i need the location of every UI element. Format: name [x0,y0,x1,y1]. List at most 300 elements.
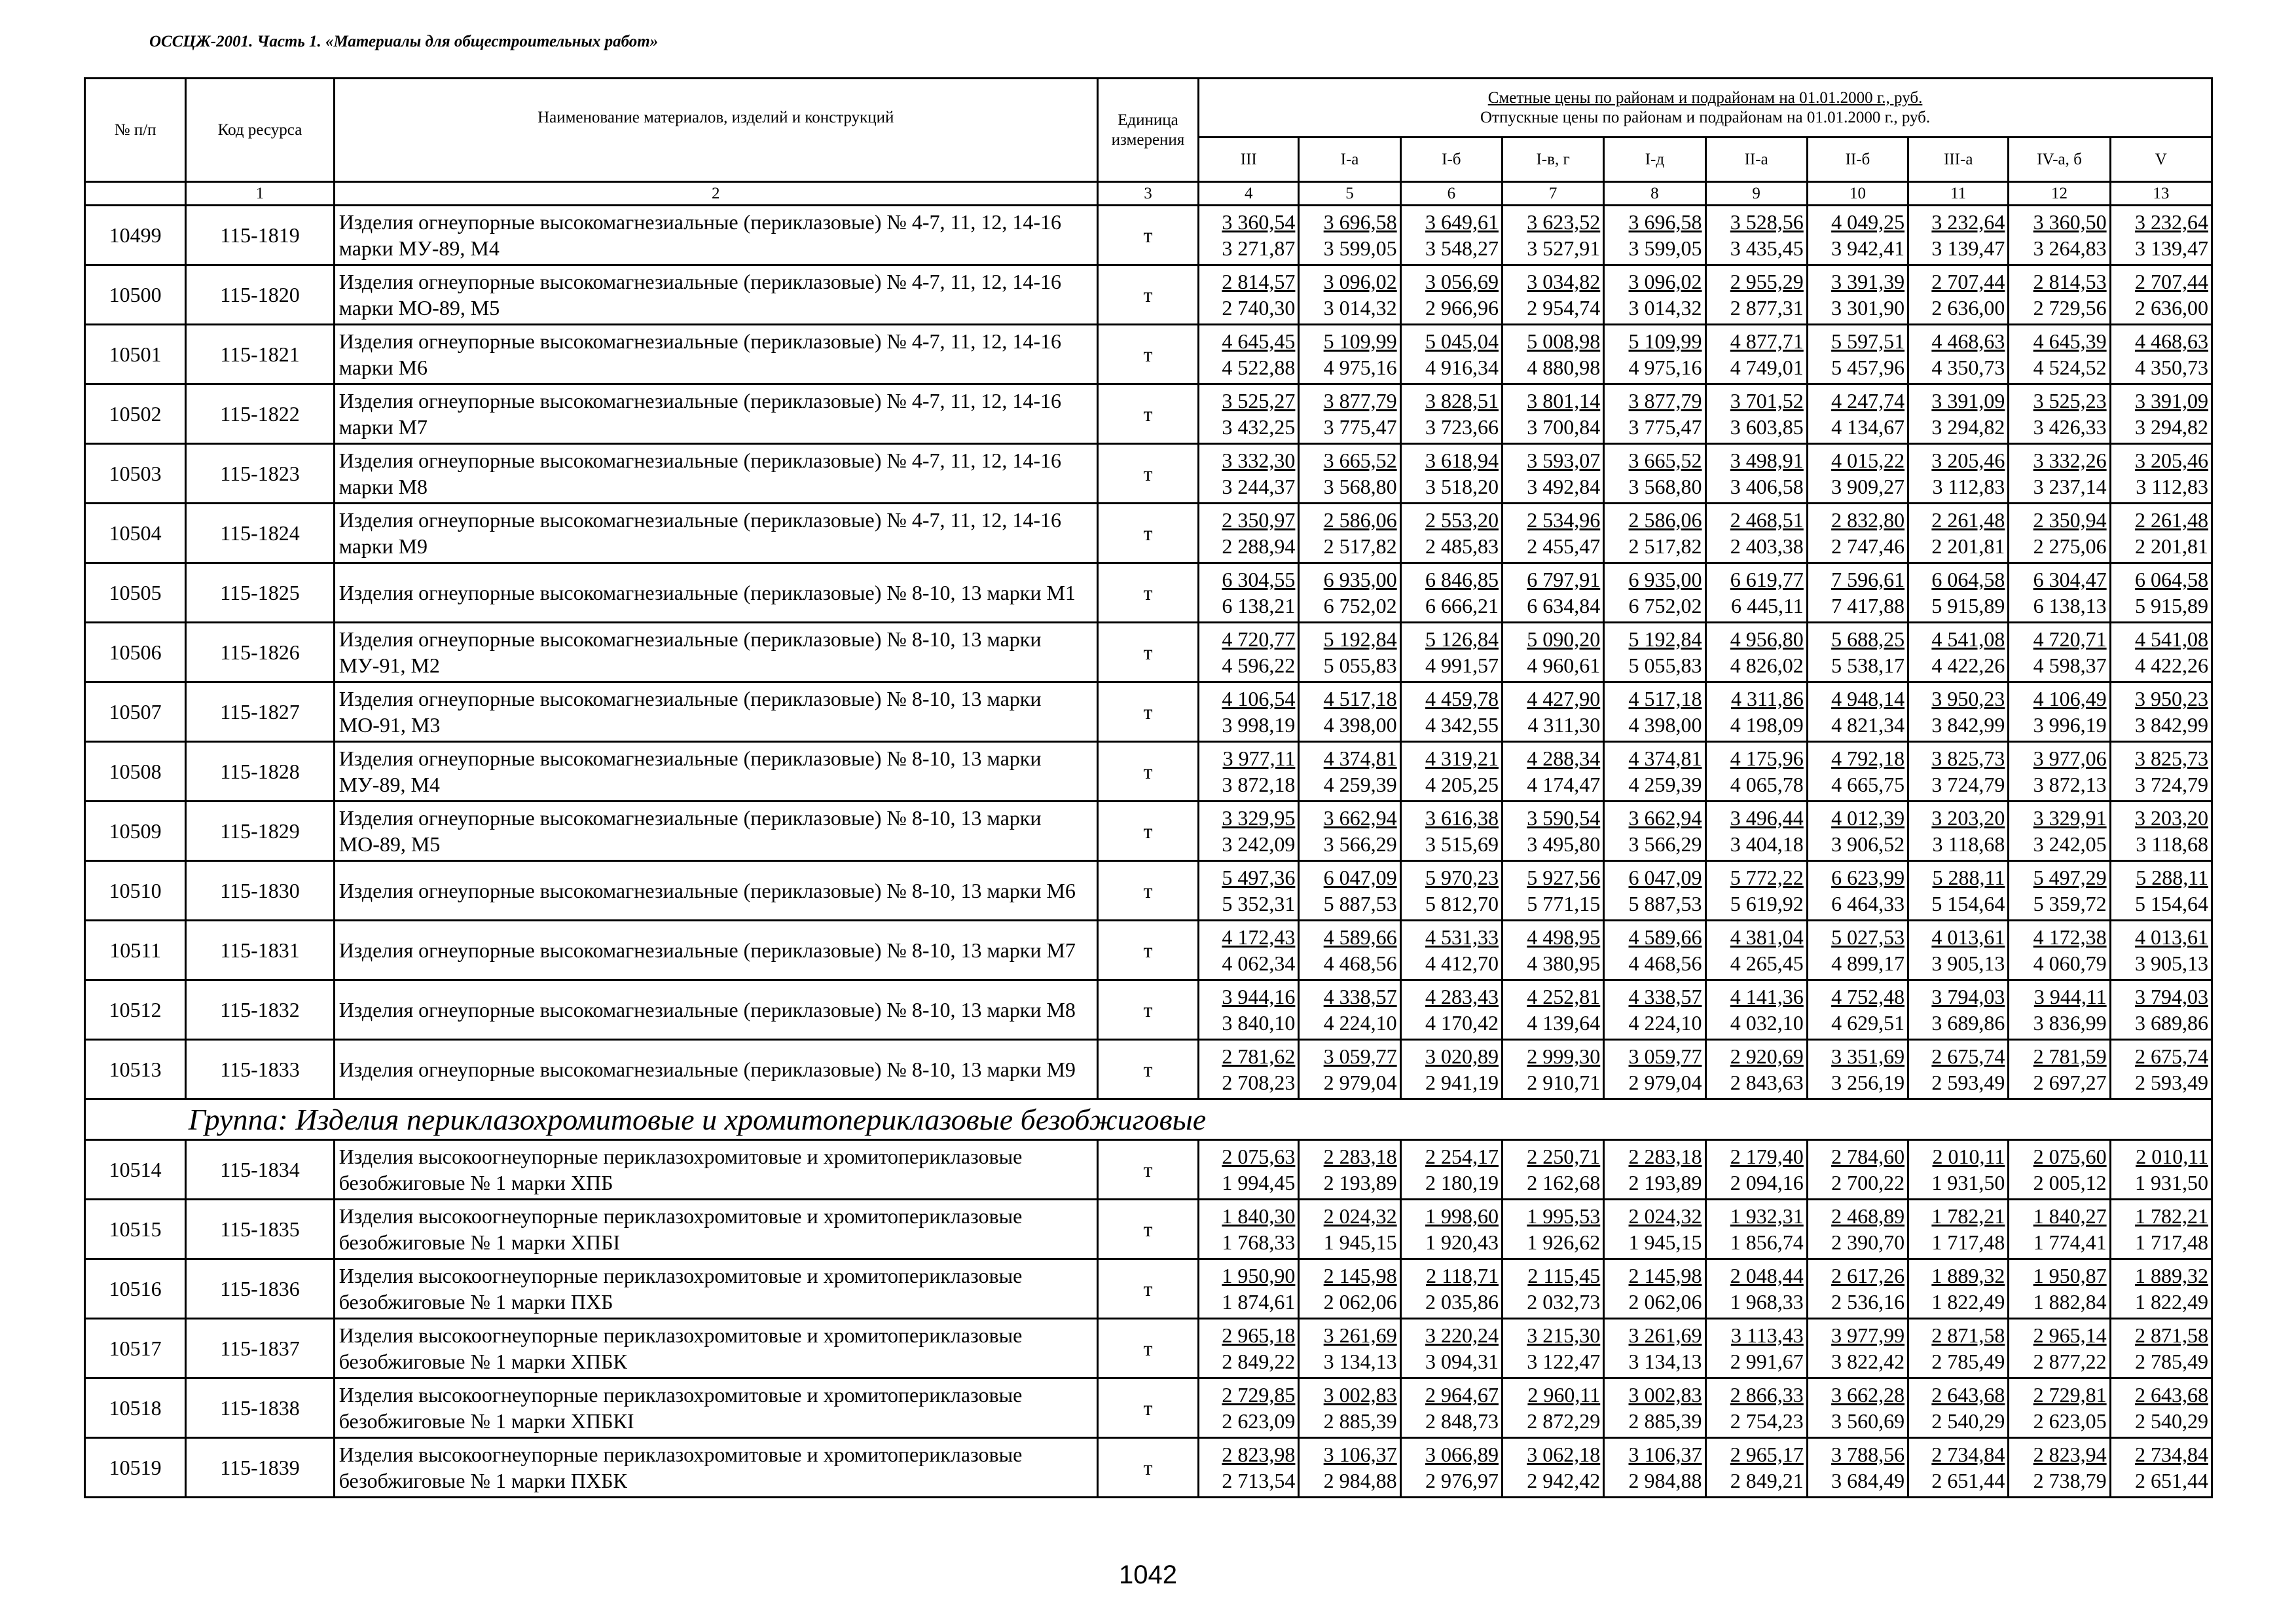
release-price: 3 118,68 [2136,832,2208,856]
release-price: 4 821,34 [1831,713,1905,737]
estimate-price: 5 045,04 [1425,329,1499,353]
release-price: 2 623,09 [1222,1409,1296,1433]
price-cell [1807,325,1908,384]
release-price: 1 874,61 [1222,1290,1296,1314]
release-price: 4 522,88 [1222,356,1296,379]
price-cell [1908,206,2009,265]
row-number: 10515 [85,1200,186,1259]
estimate-price: 1 889,32 [1931,1264,2005,1287]
estimate-price: 4 541,08 [1931,627,2005,651]
estimate-price: 3 056,69 [1425,270,1499,293]
estimate-price: 5 090,20 [1527,627,1601,651]
release-price: 4 174,47 [1527,773,1601,796]
estimate-price: 3 665,52 [1628,449,1702,472]
price-cell [1908,384,2009,444]
estimate-price: 4 541,08 [2135,627,2208,651]
estimate-price: 5 288,11 [2136,866,2208,889]
price-cell [1705,444,1807,504]
price-cell [2009,325,2110,384]
price-cell [1807,1259,1908,1319]
price-cell [1400,1140,1502,1200]
unit: т [1097,1319,1198,1378]
estimate-price: 3 002,83 [1628,1383,1702,1407]
region-header: I-в, г [1502,138,1603,182]
resource-code: 115-1825 [186,563,334,623]
estimate-price: 4 172,38 [2033,925,2107,949]
release-price: 3 515,69 [1425,832,1499,856]
release-price: 1 768,33 [1222,1230,1296,1254]
release-price: 5 359,72 [2033,892,2107,915]
release-price: 2 747,46 [1831,534,1905,558]
price-cell [2009,980,2110,1040]
table-row [85,504,2212,563]
price-cell [1604,682,1705,742]
release-price: 2 979,04 [1323,1071,1397,1094]
price-cell [1299,1319,1400,1378]
price-cell [1400,742,1502,802]
price-cell [1502,1140,1603,1200]
estimate-price: 3 059,77 [1323,1044,1397,1068]
price-cell [1199,682,1299,742]
release-price: 2 984,88 [1628,1469,1702,1492]
table-row [85,384,2212,444]
release-price: 2 941,19 [1425,1071,1499,1094]
estimate-price: 3 203,20 [1931,806,2005,830]
resource-code: 115-1821 [186,325,334,384]
material-name: Изделия огнеупорные высокомагнезиальные (периклазовые) № 8-10, 13 марки МО-89, М5 [334,802,1097,861]
release-price: 4 899,17 [1831,951,1905,975]
price-cell [1604,742,1705,802]
release-price: 3 905,13 [2135,951,2208,975]
price-cell [1299,1438,1400,1498]
price-cell [1502,206,1603,265]
release-price: 5 915,89 [2135,594,2208,618]
release-price: 4 468,56 [1628,951,1702,975]
column-number: 12 [2009,182,2110,206]
price-cell [1807,206,1908,265]
estimate-price: 3 877,79 [1628,389,1702,413]
estimate-price: 4 106,49 [2033,687,2107,710]
release-price: 3 432,25 [1222,415,1296,439]
estimate-price: 2 729,81 [2033,1383,2107,1407]
price-cell [1502,980,1603,1040]
column-number: 2 [334,182,1097,206]
price-cell [1604,861,1705,921]
column-number: 6 [1400,182,1502,206]
resource-code: 115-1819 [186,206,334,265]
price-cell [2110,623,2212,682]
price-cell [1908,1438,2009,1498]
material-name: Изделия огнеупорные высокомагнезиальные (периклазовые) № 8-10, 13 марки М1 [334,563,1097,623]
unit: т [1097,504,1198,563]
price-cell [1604,1259,1705,1319]
price-cell [1502,265,1603,325]
price-cell [1502,1040,1603,1099]
release-price: 3 112,83 [1932,475,2005,498]
estimate-price: 2 814,53 [2033,270,2107,293]
estimate-price: 4 338,57 [1628,985,1702,1008]
row-number: 10509 [85,802,186,861]
estimate-price: 2 250,71 [1527,1145,1601,1168]
unit: т [1097,682,1198,742]
unit: т [1097,921,1198,980]
price-cell [1604,265,1705,325]
price-cell [2009,206,2110,265]
price-cell [1705,265,1807,325]
release-price: 4 598,37 [2033,654,2107,677]
release-price: 6 634,84 [1527,594,1601,618]
table-row [85,563,2212,623]
price-cell [1807,1040,1908,1099]
material-name: Изделия высокоогнеупорные периклазохромитовые и хромитопериклазовые безобжиговые № 1 марки ПХБ [334,1259,1097,1319]
release-price: 2 636,00 [2135,296,2208,320]
release-price: 4 665,75 [1831,773,1905,796]
release-price: 4 398,00 [1628,713,1702,737]
table-row [85,1319,2212,1378]
price-cell [1502,1259,1603,1319]
estimate-price: 5 597,51 [1831,329,1905,353]
estimate-price: 2 586,06 [1323,508,1397,532]
price-cell [1908,563,2009,623]
estimate-price: 4 288,34 [1527,747,1601,770]
release-price: 4 032,10 [1730,1011,1804,1035]
material-name: Изделия огнеупорные высокомагнезиальные (периклазовые) № 8-10, 13 марки М7 [334,921,1097,980]
release-price: 3 566,29 [1323,832,1397,856]
release-price: 2 193,89 [1323,1171,1397,1194]
price-cell [1299,980,1400,1040]
estimate-price: 2 179,40 [1730,1145,1804,1168]
row-number: 10505 [85,563,186,623]
table-row [85,742,2212,802]
estimate-price: 3 215,30 [1527,1323,1601,1347]
material-name: Изделия огнеупорные высокомагнезиальные (периклазовые) № 8-10, 13 марки М9 [334,1040,1097,1099]
price-cell [1400,861,1502,921]
price-cell [2110,1319,2212,1378]
estimate-price: 5 497,29 [2033,866,2107,889]
table-row [85,1200,2212,1259]
price-cell [1299,623,1400,682]
price-cell [1705,1319,1807,1378]
estimate-price: 2 960,11 [1527,1383,1601,1407]
estimate-price: 3 351,69 [1831,1044,1905,1068]
row-number: 10502 [85,384,186,444]
estimate-price: 4 720,71 [2033,627,2107,651]
resource-code: 115-1838 [186,1378,334,1438]
estimate-price: 2 254,17 [1425,1145,1499,1168]
price-cell [1400,980,1502,1040]
price-cell [1705,1378,1807,1438]
material-name: Изделия огнеупорные высокомагнезиальные (периклазовые) № 4-7, 11, 12, 14-16 марки М9 [334,504,1097,563]
price-cell [1199,444,1299,504]
price-cell [1400,802,1502,861]
price-cell [1908,1259,2009,1319]
row-number: 10512 [85,980,186,1040]
column-number: 10 [1807,182,1908,206]
release-price: 5 055,83 [1628,654,1702,677]
resource-code: 115-1837 [186,1319,334,1378]
price-cell [1299,1140,1400,1200]
unit: т [1097,1200,1198,1259]
release-price: 3 518,20 [1425,475,1499,498]
estimate-price: 3 020,89 [1425,1044,1499,1068]
estimate-price: 3 106,37 [1323,1443,1397,1466]
estimate-price: 6 623,99 [1831,866,1905,889]
release-price: 3 014,32 [1323,296,1397,320]
price-cell [1502,1200,1603,1259]
estimate-price: 4 175,96 [1730,747,1804,770]
release-price: 5 154,64 [1931,892,2005,915]
estimate-price: 1 782,21 [1931,1204,2005,1228]
header-code: Код ресурса [186,79,334,182]
estimate-price: 6 619,77 [1730,568,1804,591]
unit: т [1097,980,1198,1040]
row-number: 10499 [85,206,186,265]
release-price: 2 455,47 [1527,534,1601,558]
resource-code: 115-1829 [186,802,334,861]
material-name: Изделия высокоогнеупорные периклазохромитовые и хромитопериклазовые безобжиговые № 1 марки ХПБI [334,1200,1097,1259]
price-cell [1807,980,1908,1040]
release-price: 5 812,70 [1425,892,1499,915]
row-number: 10506 [85,623,186,682]
release-price: 2 636,00 [1931,296,2005,320]
row-number: 10510 [85,861,186,921]
estimate-price: 3 232,64 [1931,210,2005,234]
release-price: 3 406,58 [1730,475,1804,498]
estimate-price: 3 944,16 [1222,985,1296,1008]
estimate-price: 3 232,64 [2135,210,2208,234]
estimate-price: 5 288,11 [1932,866,2005,889]
estimate-price: 5 688,25 [1831,627,1905,651]
column-number: 8 [1604,182,1705,206]
release-price: 6 666,21 [1425,594,1499,618]
price-cell [2009,444,2110,504]
release-price: 2 910,71 [1527,1071,1601,1094]
release-price: 3 139,47 [1931,236,2005,260]
price-cell [1908,861,2009,921]
release-price: 3 689,86 [2135,1011,2208,1035]
estimate-price: 3 096,02 [1323,270,1397,293]
price-cell [1604,1040,1705,1099]
estimate-price: 2 965,17 [1730,1443,1804,1466]
release-price: 2 517,82 [1628,534,1702,558]
price-cell [1299,861,1400,921]
price-cell [1604,1438,1705,1498]
release-price: 4 350,73 [2135,356,2208,379]
release-price: 5 771,15 [1527,892,1601,915]
price-cell [1908,980,2009,1040]
estimate-price: 4 427,90 [1527,687,1601,710]
estimate-price: 2 115,45 [1527,1264,1601,1287]
release-price: 2 966,96 [1425,296,1499,320]
price-cell [1502,563,1603,623]
price-cell [1807,384,1908,444]
release-price: 4 749,01 [1730,356,1804,379]
price-cell [1908,623,2009,682]
price-cell [2110,384,2212,444]
price-cell [1502,921,1603,980]
release-price: 3 527,91 [1527,236,1601,260]
price-cell [1400,921,1502,980]
price-cell [1502,1438,1603,1498]
release-price: 2 877,22 [2033,1350,2107,1373]
price-cell [1807,1319,1908,1378]
release-price: 3 139,47 [2135,236,2208,260]
column-number: 5 [1299,182,1400,206]
price-cell [2009,265,2110,325]
estimate-price: 4 319,21 [1425,747,1499,770]
release-price: 4 224,10 [1628,1011,1702,1035]
table-row [85,206,2212,265]
estimate-price: 3 261,69 [1323,1323,1397,1347]
estimate-price: 5 970,23 [1425,866,1499,889]
release-price: 1 968,33 [1730,1290,1804,1314]
price-cell [1502,444,1603,504]
release-price: 3 094,31 [1425,1350,1499,1373]
price-cell [1604,504,1705,563]
estimate-price: 3 220,24 [1425,1323,1499,1347]
release-price: 3 599,05 [1323,236,1397,260]
price-cell [1502,1378,1603,1438]
release-price: 5 352,31 [1222,892,1296,915]
price-cell [2110,206,2212,265]
estimate-price: 2 586,06 [1628,508,1702,532]
price-cell [1604,623,1705,682]
estimate-price: 2 999,30 [1527,1044,1601,1068]
release-price: 5 915,89 [1931,594,2005,618]
release-price: 3 836,99 [2033,1011,2107,1035]
release-price: 2 623,05 [2033,1409,2107,1433]
estimate-price: 5 109,99 [1323,329,1397,353]
unit: т [1097,623,1198,682]
estimate-price: 6 064,58 [1931,568,2005,591]
price-cell [1705,1040,1807,1099]
release-price: 3 495,80 [1527,832,1601,856]
estimate-price: 4 311,86 [1730,687,1804,710]
estimate-price: 2 468,89 [1831,1204,1905,1228]
release-price: 3 242,05 [2033,832,2107,856]
region-header: II-а [1705,138,1807,182]
estimate-price: 2 866,33 [1730,1383,1804,1407]
release-price: 2 754,23 [1730,1409,1804,1433]
resource-code: 115-1828 [186,742,334,802]
release-price: 3 872,13 [2033,773,2107,796]
release-price: 2 275,06 [2033,534,2107,558]
release-price: 3 723,66 [1425,415,1499,439]
estimate-price: 2 965,18 [1222,1323,1296,1347]
release-price: 4 468,56 [1323,951,1397,975]
price-cell [1502,742,1603,802]
price-cell [1199,384,1299,444]
release-price: 2 390,70 [1831,1230,1905,1254]
estimate-price: 3 825,73 [2135,747,2208,770]
price-cell [1807,1200,1908,1259]
release-price: 6 445,11 [1730,594,1804,618]
price-cell [1299,504,1400,563]
unit: т [1097,1040,1198,1099]
estimate-price: 3 205,46 [2135,449,2208,472]
price-cell [1908,1378,2009,1438]
region-header: III [1199,138,1299,182]
release-price: 3 822,42 [1831,1350,1905,1373]
estimate-price: 6 047,09 [1323,866,1397,889]
release-price: 3 242,09 [1222,832,1296,856]
release-price: 3 118,68 [1932,832,2005,856]
row-number: 10518 [85,1378,186,1438]
estimate-price: 3 329,95 [1222,806,1296,830]
column-number: 1 [186,182,334,206]
release-price: 2 651,44 [2135,1469,2208,1492]
price-cell [1400,384,1502,444]
material-name: Изделия огнеупорные высокомагнезиальные (периклазовые) № 4-7, 11, 12, 14-16 марки М7 [334,384,1097,444]
estimate-price: 2 729,85 [1222,1383,1296,1407]
estimate-price: 2 350,94 [2033,508,2107,532]
price-cell [2110,265,2212,325]
price-cell [1908,742,2009,802]
release-price: 5 538,17 [1831,654,1905,677]
price-cell [1604,1378,1705,1438]
estimate-price: 3 828,51 [1425,389,1499,413]
estimate-price: 3 662,94 [1323,806,1397,830]
price-cell [1807,504,1908,563]
price-cell [2110,921,2212,980]
release-price: 2 976,97 [1425,1469,1499,1492]
estimate-price: 4 589,66 [1628,925,1702,949]
document-header: ОССЦЖ-2001. Часть 1. «Материалы для общестроительных работ» [149,33,659,50]
estimate-price: 2 707,44 [1931,270,2005,293]
release-price: 3 112,83 [2136,475,2208,498]
release-price: 1 822,49 [2135,1290,2208,1314]
price-cell [1705,682,1807,742]
release-price: 4 596,22 [1222,654,1296,677]
price-cell [2009,861,2110,921]
release-price: 3 566,29 [1628,832,1702,856]
price-cell [1299,682,1400,742]
price-cell [1807,623,1908,682]
table-row [85,265,2212,325]
estimate-price: 2 261,48 [2135,508,2208,532]
release-price: 1 717,48 [1931,1230,2005,1254]
estimate-price: 2 643,68 [1931,1383,2005,1407]
price-cell [1299,802,1400,861]
estimate-price: 3 391,09 [1931,389,2005,413]
price-cell [1400,623,1502,682]
release-price: 2 872,29 [1527,1409,1601,1433]
estimate-price: 4 498,95 [1527,925,1601,949]
release-price: 5 887,53 [1628,892,1702,915]
price-cell [1807,265,1908,325]
release-price: 2 540,29 [2135,1409,2208,1433]
estimate-price: 3 360,50 [2033,210,2107,234]
estimate-price: 4 012,39 [1831,806,1905,830]
release-price: 4 259,39 [1628,773,1702,796]
release-price: 1 856,74 [1730,1230,1804,1254]
release-price: 3 426,33 [2033,415,2107,439]
price-cell [1199,921,1299,980]
estimate-price: 2 261,48 [1931,508,2005,532]
unit: т [1097,325,1198,384]
header-estimate-prices: Сметные цены по районам и подрайонам на 01.01.2000 г., руб. [1487,88,1923,107]
release-price: 3 942,41 [1831,236,1905,260]
release-price: 4 139,64 [1527,1011,1601,1035]
estimate-price: 3 794,03 [1931,985,2005,1008]
price-cell [1705,206,1807,265]
price-cell [1604,444,1705,504]
estimate-price: 2 145,98 [1628,1264,1702,1287]
estimate-price: 5 027,53 [1831,925,1905,949]
price-cell [1604,921,1705,980]
price-cell [1299,1040,1400,1099]
release-price: 4 060,79 [2033,951,2107,975]
